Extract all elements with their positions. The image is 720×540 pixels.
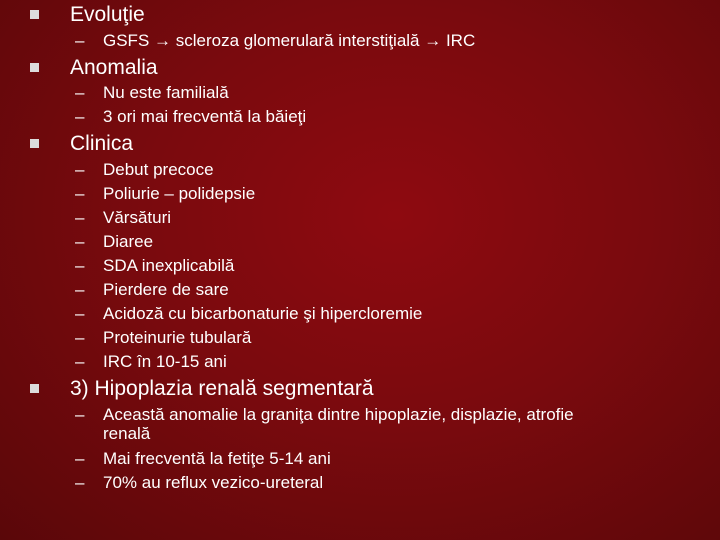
- sub-item-text: Acidoză cu bicarbonaturie şi hipercloremie: [103, 304, 423, 323]
- sub-item-text: 3 ori mai frecventă la băieţi: [103, 107, 307, 126]
- dash-marker: –: [75, 160, 85, 179]
- sub-item-text: renală: [103, 424, 151, 443]
- sub-item-text: Proteinurie tubulară: [103, 328, 252, 347]
- square-bullet-icon: [30, 63, 39, 72]
- square-bullet-icon: [30, 384, 39, 393]
- dash-marker: –: [75, 208, 85, 227]
- sub-item-text: 70% au reflux vezico-ureteral: [103, 473, 324, 492]
- sub-item-text: Diaree: [103, 232, 154, 251]
- dash-marker: –: [75, 232, 85, 251]
- dash-marker: –: [75, 449, 85, 468]
- dash-marker: –: [75, 31, 85, 50]
- sub-item-text: Această anomalie la graniţa dintre hipoplazie, displazie, atrofie: [103, 405, 574, 424]
- dash-marker: –: [75, 280, 85, 299]
- sub-item-text: Debut precoce: [103, 160, 214, 179]
- dash-marker: –: [75, 328, 85, 347]
- sub-item-text: Pierdere de sare: [103, 280, 229, 299]
- dash-marker: –: [75, 304, 85, 323]
- section-heading: Clinica: [70, 132, 134, 155]
- dash-marker: –: [75, 473, 85, 492]
- dash-marker: –: [75, 256, 85, 275]
- dash-marker: –: [75, 352, 85, 371]
- sub-item-text: Vărsături: [103, 208, 172, 227]
- section-heading: 3) Hipoplazia renală segmentară: [70, 377, 374, 400]
- square-bullet-icon: [30, 10, 39, 19]
- sub-item-text: SDA inexplicabilă: [103, 256, 235, 275]
- sub-item-text: Mai frecventă la fetiţe 5-14 ani: [103, 449, 331, 468]
- sub-item-text: Nu este familială: [103, 83, 229, 102]
- sub-item-text: Poliurie – polidepsie: [103, 184, 256, 203]
- dash-marker: –: [75, 405, 85, 424]
- dash-marker: –: [75, 184, 85, 203]
- sub-item-text: GSFS → scleroza glomerulară interstiţială → IRC: [103, 31, 476, 50]
- dash-marker: –: [75, 83, 85, 102]
- square-bullet-icon: [30, 139, 39, 148]
- dash-marker: –: [75, 107, 85, 126]
- sub-item-text: IRC în 10-15 ani: [103, 352, 227, 371]
- section-heading: Anomalia: [70, 56, 158, 79]
- section-heading: Evoluţie: [70, 3, 145, 26]
